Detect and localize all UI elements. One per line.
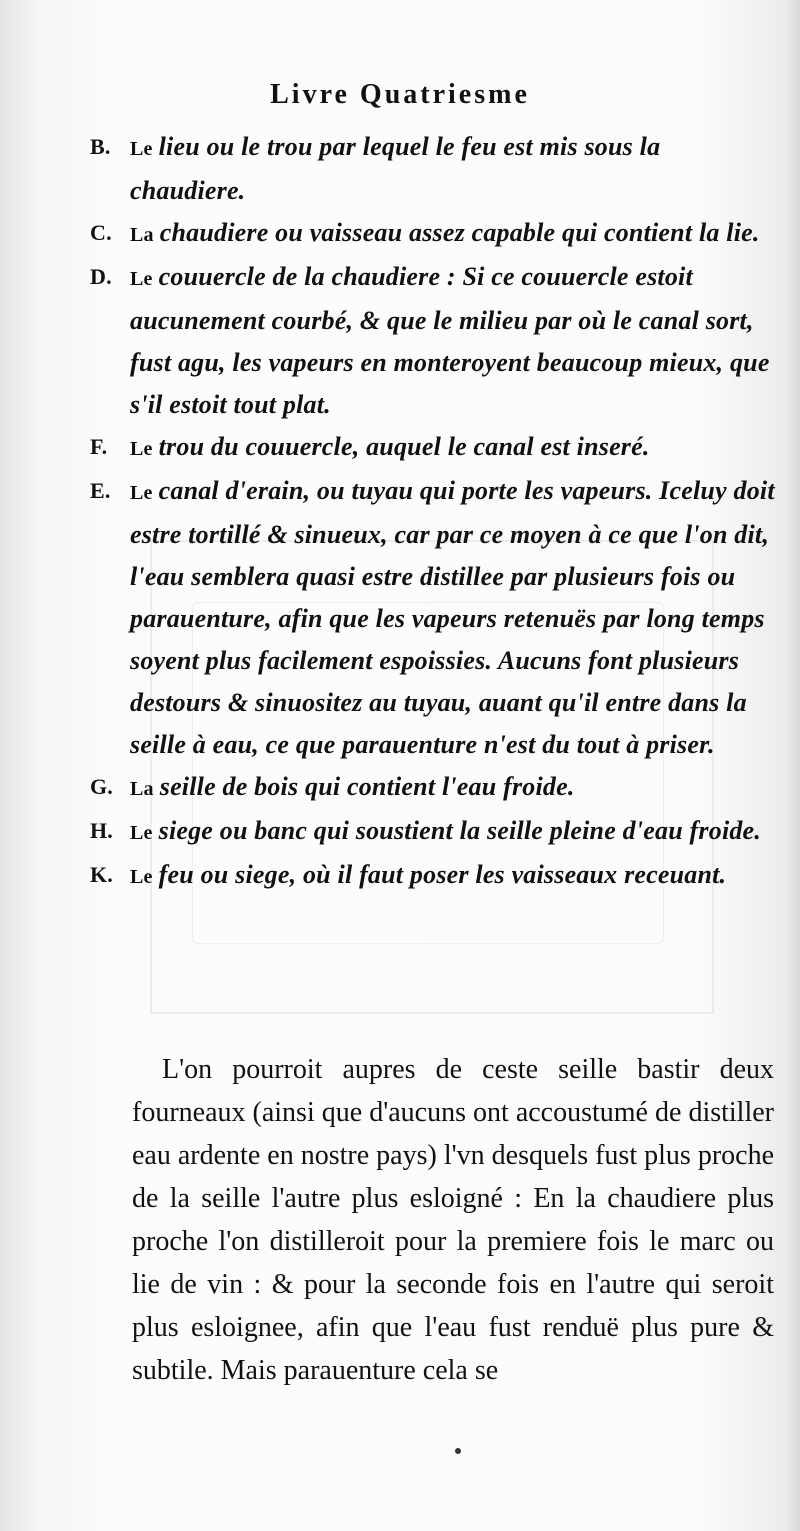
legend-entry — [90, 426, 775, 470]
legend-letter: G. — [90, 774, 114, 799]
legend-lead-word: La — [130, 778, 154, 800]
legend-text: couuercle de la chaudiere : Si ce couuercle estoit aucunement courbé, & que le milieu par où le canal sort, fust agu, les vapeurs en monteroyent beaucoup mieux, que s'il estoit tout plat. — [130, 262, 770, 419]
legend-letter: B. — [90, 134, 111, 159]
legend-lead-word: Le — [130, 268, 153, 290]
legend-entry — [90, 470, 775, 766]
legend-letter: H. — [90, 818, 114, 843]
legend-lead-word: La — [130, 224, 154, 246]
legend-lead-word: Le — [130, 822, 153, 844]
running-title — [0, 78, 800, 112]
legend-letter: K. — [90, 862, 114, 887]
legend-lead-word: Le — [130, 866, 153, 888]
legend-text: siege ou banc qui soustient la seille pleine d'eau froide. — [158, 816, 762, 845]
legend-letter: F. — [90, 434, 108, 459]
legend-entry — [90, 212, 775, 256]
legend-text: seille de bois qui contient l'eau froide. — [159, 772, 575, 801]
legend-letter: C. — [90, 220, 112, 245]
running-title-text: Livre Quatriesme — [270, 79, 530, 110]
legend-entry — [90, 854, 775, 898]
body-paragraph: L'on pourroit aupres de ceste seille bastir deux fourneaux (ainsi que d'aucuns ont accoustumé de distiller eau ardente en nostre pays) l'vn desquels fust plus proche de la seille l'autre plus esloigné : En la chaudiere plus proche l'on distilleroit pour la premiere fois le marc ou lie de vin : & pour la seconde fois en l'autre qui seroit plus esloignee, afin que l'eau fust renduë plus pure & subtile. Mais parauenture cela se — [132, 1054, 774, 1386]
legend-entry — [90, 126, 775, 212]
ink-speck — [455, 1448, 461, 1454]
legend-text: lieu ou le trou par lequel le feu est mis sous la chaudiere. — [130, 132, 661, 205]
legend-entry — [90, 766, 775, 810]
legend-lead-word: Le — [130, 138, 153, 160]
legend-lead-word: Le — [130, 482, 153, 504]
legend-text: chaudiere ou vaisseau assez capable qui contient la lie. — [159, 218, 760, 247]
legend-letter: D. — [90, 264, 112, 289]
legend-text: canal d'erain, ou tuyau qui porte les vapeurs. Iceluy doit estre tortillé & sinueux, car par ce moyen à ce que l'on dit, l'eau semblera quasi estre distillee par plusieurs fois ou parauenture, afin que les vapeurs retenuës par long temps soyent plus facilement espoissies. Aucuns font plusieurs destours & sinuositez au tuyau, auant qu'il entre dans la seille à eau, ce que parauenture n'est du tout à priser. — [130, 476, 775, 759]
legend-text: feu ou siege, où il faut poser les vaisseaux receuant. — [158, 860, 727, 889]
legend-entry — [90, 810, 775, 854]
legend-letter: E. — [90, 478, 111, 503]
legend-text: trou du couuercle, auquel le canal est inseré. — [158, 432, 650, 461]
legend-entries — [90, 126, 775, 898]
legend-entry — [90, 256, 775, 426]
legend-lead-word: Le — [130, 438, 153, 460]
